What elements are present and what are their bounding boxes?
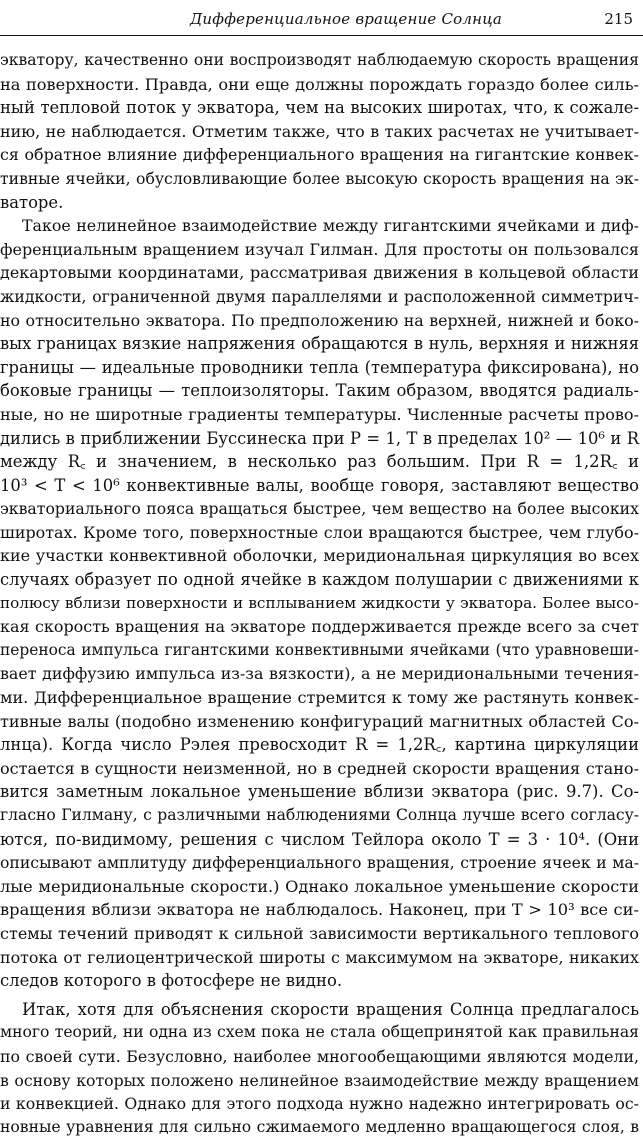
text-line: тивные ячейки, обусловливающие более высокую скорость вращения на эк-: [0, 168, 639, 188]
text-line: нию, не наблюдается. Отметим также, что в таких расчетах не учитывает-: [0, 121, 639, 141]
text-line: переноса импульса гигантскими конвективными ячейками (что уравновеши-: [0, 640, 639, 659]
text-line: в основу которых положено нелинейное взаимодействие между вращением: [0, 1070, 639, 1090]
text-line: вится заметным локальное уменьшение вблизи экватора (рис. 9.7). Со-: [0, 782, 639, 802]
text-line: полюсу вблизи поверхности и всплыванием жидкости у экватора. Более высо-: [0, 593, 639, 612]
text-line: декартовыми координатами, рассматривая движения в кольцевой области: [0, 263, 639, 283]
text-line: Такое нелинейное взаимодействие между гигантскими ячейками и диф-: [22, 216, 639, 236]
text-line: вращения вблизи экватора не наблюдалось. Наконец, при T > 10³ все си-: [0, 900, 639, 920]
text-line: ются, по-видимому, решения с числом Тейлора около T = 3 · 10⁴. (Они: [0, 829, 639, 849]
text-line: лые меридиональные скорости.) Однако локальное уменьшение скорости: [0, 876, 639, 896]
text-line: кая скорость вращения на экваторе поддерживается прежде всего за счет: [0, 617, 639, 637]
text-line: новные уравнения для сильно сжимаемого медленно вращающегося слоя, в: [0, 1117, 639, 1136]
text-line: экватору, качественно они воспроизводят наблюдаемую скорость вращения: [0, 51, 639, 69]
running-header: [0, 10, 643, 36]
body-text: [0, 49, 643, 1139]
text-line: но относительно экватора. По предположению на верхней, нижней и боко-: [0, 310, 639, 330]
text-line: ми. Дифференциальное вращение стремится к тому же растянуть конвек-: [0, 688, 639, 708]
text-line: ся обратное влияние дифференциального вращения на гигантские конвек-: [0, 145, 639, 165]
text-line: ный тепловой поток у экватора, чем на высоких широтах, что, к сожале-: [0, 98, 639, 118]
text-line: вает диффузию импульса из-за вязкости), а не меридиональными течения-: [0, 664, 639, 684]
text-line: боковые границы — теплоизоляторы. Таким образом, вводятся радиаль-: [0, 381, 639, 401]
text-line: на поверхности. Правда, они еще должны порождать гораздо более силь-: [0, 74, 639, 94]
text-line: дились в приближении Буссинеска при P = 1, T в пределах 10² — 10⁶ и R: [0, 428, 639, 448]
text-line: границы — идеальные проводники тепла (температура фиксирована), но: [0, 357, 639, 377]
text-line: следов которого в фотосфере не видно.: [0, 971, 343, 991]
page-number: 215: [604, 10, 633, 28]
text-line: ваторе.: [0, 192, 64, 212]
text-line: гласно Гилману, с различными наблюдениями Солнца лучше всего согласу-: [0, 806, 639, 824]
text-line: ные, но не широтные градиенты температуры. Численные расчеты прово-: [0, 404, 639, 424]
text-line: вых границах вязкие напряжения обращаются в нуль, верхняя и нижняя: [0, 334, 639, 354]
text-line: много теорий, ни одна из схем пока не стала общепринятой как правильная: [0, 1023, 639, 1042]
header-rule: [0, 35, 643, 36]
text-line: 10³ < T < 10⁶ конвективные валы, вообще говоря, заставляют вещество: [0, 475, 639, 495]
text-line: стемы течений приводят к сильной зависимости вертикального теплового: [0, 923, 639, 943]
text-line: потока от гелиоцентрической широты с максимумом на экваторе, никаких: [0, 947, 639, 967]
text-line: жидкости, ограниченной двумя параллелями и расположенной симметрич-: [0, 286, 639, 306]
text-line: Итак, хотя для объяснения скорости вращения Солнца предлагалось: [22, 999, 639, 1019]
text-line: описывают амплитуду дифференциального вращения, строение ячеек и ма-: [0, 853, 639, 873]
text-line: кие участки конвективной оболочки, меридиональная циркуляция во всех: [0, 546, 639, 566]
text-line: тивные валы (подобно изменению конфигураций магнитных областей Со-: [0, 711, 639, 731]
text-line: между R꜀ и значением, в несколько раз большим. При R = 1,2R꜀ и: [0, 452, 639, 472]
text-line: по своей сути. Безусловно, наиболее многообещающими являются модели,: [0, 1046, 639, 1066]
running-title: Дифференциальное вращение Солнца: [190, 10, 503, 28]
text-line: лнца). Когда число Рэлея превосходит R = 1,2R꜀, картина циркуляции: [0, 735, 639, 755]
text-line: и конвекцией. Однако для этого подхода нужно надежно интегрировать ос-: [0, 1094, 639, 1114]
text-line: ференциальным вращением изучал Гилман. Для простоты он пользовался: [0, 239, 639, 259]
text-line: широтах. Кроме того, поверхностные слои вращаются быстрее, чем глубо-: [0, 522, 639, 542]
text-line: экваториального пояса вращаться быстрее, чем вещество на более высоких: [0, 499, 639, 519]
text-line: случаях образует по одной ячейке в каждом полушарии с движениями к: [0, 570, 639, 590]
text-line: остается в сущности неизменной, но в средней скорости вращения стано-: [0, 758, 639, 778]
